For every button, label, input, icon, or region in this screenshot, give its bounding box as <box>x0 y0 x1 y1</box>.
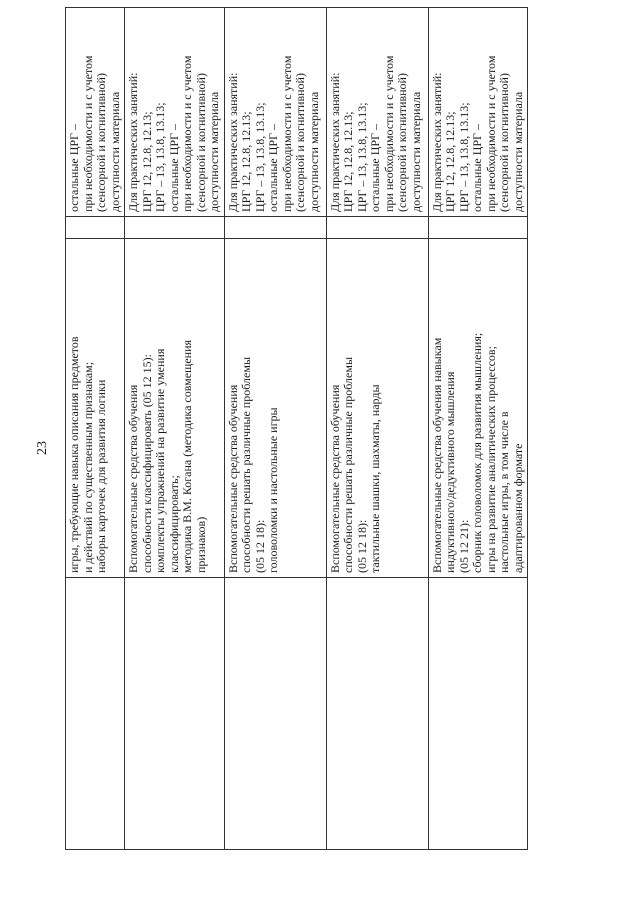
cell-text-line: остальные ЦРГ – <box>368 124 382 212</box>
cell-text-line: ЦРГ 12, 12.8, 12.13; <box>139 111 154 212</box>
cell-text-line: (05 12 21): <box>456 519 471 573</box>
cell-narrow-empty <box>125 217 225 239</box>
cell-text-line: Вспомогательные средства обучения <box>327 384 342 573</box>
cell-text-line: остальные ЦРГ – <box>470 124 484 212</box>
cell-target-groups <box>326 8 428 217</box>
cell-text-line: (сенсорной и когнитивной) <box>293 73 307 212</box>
table-row <box>66 8 125 850</box>
cell-target-groups <box>224 8 326 217</box>
cell-aid-description <box>224 239 326 578</box>
cell-empty <box>125 578 225 850</box>
table-row <box>224 8 326 850</box>
cell-text-line: Для практических занятий: <box>126 72 140 212</box>
cell-text-line: доступности материала <box>207 91 221 212</box>
cell-text-line: доступности материала <box>107 91 122 212</box>
cell-empty <box>224 578 326 850</box>
cell-aid-description <box>428 239 528 578</box>
cell-text-line: остальные ЦРГ – <box>266 124 280 212</box>
cell-text-line: Вспомогательные средства обучения <box>126 384 140 573</box>
cell-text-line: сборник головоломок для развития мышления; <box>470 332 484 573</box>
cell-text-line: при необходимости и с учетом <box>180 55 194 212</box>
page-number: 23 <box>35 441 50 455</box>
cell-text-line: доступности материала <box>408 91 423 212</box>
cell-text-line: Для практических занятий: <box>429 72 444 212</box>
cell-text-line: Для практических занятий: <box>225 72 240 212</box>
cell-text-line: при необходимости и с учетом <box>279 55 294 212</box>
cell-text-line: головоломки и настольные игры <box>266 407 280 573</box>
cell-empty <box>66 578 125 850</box>
cell-text-line: ЦРГ 12, 12.8, 12.13; <box>443 111 457 212</box>
cell-text-line: ЦРГ – 13, 13.8, 13.13; <box>456 102 471 212</box>
cell-text-line: при необходимости и с учетом <box>381 55 396 212</box>
cell-text-line: признаков) <box>193 516 208 573</box>
cell-text-line: (05 12 18): <box>252 519 267 573</box>
cell-text-line: наборы карточек для развития логики <box>94 379 108 573</box>
cell-narrow-empty <box>224 217 326 239</box>
cell-text-line: Вспомогательные средства обучения навыкам <box>429 337 444 573</box>
rotated-table-container <box>65 20 525 850</box>
cell-target-groups <box>428 8 528 217</box>
cell-text-line: игры на развитие аналитических процессов; <box>483 346 498 573</box>
cell-aid-description <box>326 239 428 578</box>
cell-narrow-empty <box>66 217 125 239</box>
cell-text-line: ЦРГ – 13, 13.8, 13.13; <box>354 102 369 212</box>
cell-text-line: ЦРГ 12, 12.8, 12.13; <box>239 111 253 212</box>
cell-text-line: методика В.М. Когана (методика совмещения <box>180 339 194 573</box>
cell-text-line: игры, требующие навыка описания предметов <box>67 336 81 573</box>
equipment-table <box>65 7 528 850</box>
cell-text-line: настольные игры, в том числе в <box>497 411 511 573</box>
table-row <box>125 8 225 850</box>
table-row <box>428 8 528 850</box>
cell-narrow-empty <box>326 217 428 239</box>
cell-text-line: при необходимости и с учетом <box>80 55 95 212</box>
cell-text-line: индуктивного/дедуктивного мышления <box>443 371 457 573</box>
cell-aid-description <box>125 239 225 578</box>
cell-text-line: (сенсорной и когнитивной) <box>497 73 511 212</box>
cell-target-groups <box>66 8 125 217</box>
cell-text-line: Для практических занятий: <box>327 72 342 212</box>
cell-target-groups <box>125 8 225 217</box>
cell-text-line: способности решать различные проблемы <box>341 356 355 573</box>
cell-text-line: комплекты упражнений на развитие умения <box>153 348 167 573</box>
cell-text-line: (05 12 18): <box>354 519 369 573</box>
cell-text-line: (сенсорной и когнитивной) <box>94 73 108 212</box>
cell-text-line: ЦРГ 12, 12.8, 12.13; <box>341 111 355 212</box>
cell-text-line: способности классифицировать (05 12 15): <box>139 353 154 573</box>
table-row <box>326 8 428 850</box>
cell-text-line: при необходимости и с учетом <box>483 55 498 212</box>
cell-text-line: доступности материала <box>306 91 321 212</box>
cell-text-line: Вспомогательные средства обучения <box>225 384 240 573</box>
cell-text-line: способности решать различные проблемы <box>239 356 253 573</box>
cell-text-line: (сенсорной и когнитивной) <box>193 73 208 212</box>
cell-text-line: ЦРГ – 13, 13.8, 13.13; <box>153 102 167 212</box>
cell-empty <box>428 578 528 850</box>
cell-text-line: остальные ЦРГ – <box>67 124 81 212</box>
cell-text-line: адаптированном формате <box>510 443 525 573</box>
table-body <box>66 8 528 850</box>
cell-text-line: доступности материала <box>510 91 525 212</box>
cell-empty <box>326 578 428 850</box>
cell-narrow-empty <box>428 217 528 239</box>
cell-text-line: ЦРГ – 13, 13.8, 13.13; <box>252 102 267 212</box>
cell-aid-description <box>66 239 125 578</box>
cell-text-line: и действий по существенным признакам; <box>80 361 95 573</box>
cell-text-line: остальные ЦРГ – <box>166 124 181 212</box>
cell-text-line: (сенсорной и когнитивной) <box>395 73 409 212</box>
cell-text-line: классифицировать; <box>166 475 181 573</box>
cell-text-line: тактильные шашки, шахматы, нарды <box>368 384 382 573</box>
